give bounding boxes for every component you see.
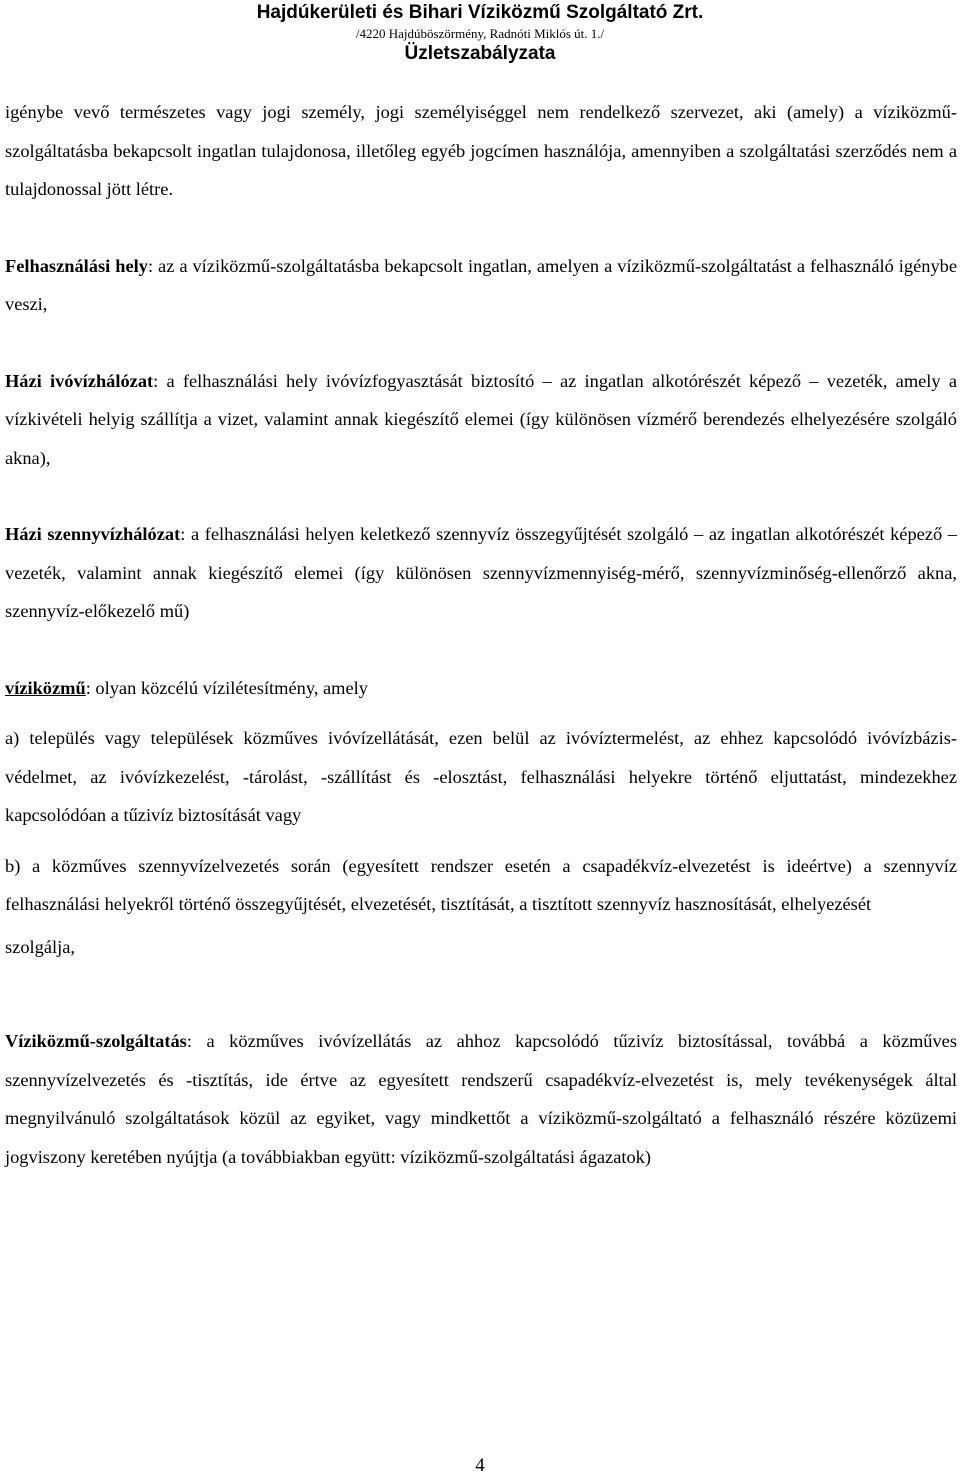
paragraph-felhasznalasi-hely	[5, 247, 957, 324]
term-vizikozmu: víziközmű	[5, 677, 86, 698]
list-item-a: a) település vagy települések közműves ivóvízellátását, ezen belül az ivóvíztermelést, az ehhez kapcsolódó ivóvízbázis-védelmet, az ivóvízkezelést, -tárolást, -szállítást és -elosztást, felhasználási helyekre történő eljuttatást, mindezekhez kapcsolódóan a tűzivíz biztosítását vagy	[5, 728, 957, 825]
definition-vizikozmu-szolgaltatas: : a közműves ivóvízellátás az ahhoz kapcsolódó tűzivíz biztosítással, továbbá a közműves szennyvízelvezetés és -tisztítás, ide értve az egyesített rendszerű csapadékvíz-elvezetést is, mely tevékenységek által megnyilvánuló szolgáltatások közül az egyiket, vagy mindkettőt a víziközmű-szolgáltató a felhasználó részére közüzemi jogviszony keretében nyújtja (a továbbiakban együtt: víziközmű-szolgáltatási ágazatok)	[5, 1031, 957, 1167]
definition-felhasznalasi-hely: : az a víziközmű-szolgáltatásba bekapcsolt ingatlan, amelyen a víziközmű-szolgáltatást a felhasználó igénybe veszi,	[5, 255, 957, 314]
term-hazi-ivovizhalozat: Házi ivóvízhálózat	[5, 370, 154, 391]
definition-hazi-ivovizhalozat: : a felhasználási hely ivóvízfogyasztását biztosító – az ingatlan alkotórészét képező – vezeték, amely a vízkivételi helyig szállítja a vizet, valamint annak kiegészítő elemei (így különösen vízmérő berendezés elhelyezésére szolgáló akna),	[5, 370, 957, 468]
definition-hazi-szennyvizhalozat: : a felhasználási helyen keletkező szennyvíz összegyűjtését szolgáló – az ingatlan alkotórészét képező – vezeték, valamint annak kiegészítő elemei (így különösen szennyvízmennyiség-mérő, szennyvízminőség-ellenőrző akna, szennyvíz-előkezelő mű)	[5, 524, 957, 621]
paragraph-szolgalja: szolgálja,	[5, 936, 75, 957]
document-body	[5, 93, 957, 1176]
company-address: /4220 Hajdúböszörmény, Radnóti Miklós út. 1./	[355, 26, 605, 41]
paragraph-vizikozmu-szolgaltatas	[5, 1022, 957, 1176]
paragraph-hazi-szennyvizhalozat	[5, 515, 957, 631]
paragraph-felhasznalo-definition: igénybe vevő természetes vagy jogi személy, jogi személyiséggel nem rendelkező szervezet, aki (amely) a víziközmű-szolgáltatásba bekapcsolt ingatlan tulajdonosa, illetőleg egyéb jogcímen használója, amennyiben a szolgáltatási szerződés nem a tulajdonossal jött létre.	[5, 102, 957, 199]
list-item-b: b) a közműves szennyvízelvezetés során (egyesített rendszer esetén a csapadékvíz-elvezetést is ideértve) a szennyvíz felhasználási helyekről történő összegyűjtését, elvezetését, tisztítását, a tisztított szennyvíz hasznosítását, elhelyezését	[5, 855, 957, 914]
paragraph-vizikozmu	[5, 669, 957, 708]
paragraph-hazi-ivovizhalozat	[5, 362, 957, 478]
term-vizikozmu-szolgaltatas: Víziközmű-szolgáltatás	[5, 1031, 187, 1051]
term-felhasznalasi-hely: Felhasználási hely	[5, 255, 148, 276]
definition-vizikozmu: : olyan közcélú vízilétesítmény, amely	[85, 677, 368, 698]
term-hazi-szennyvizhalozat: Házi szennyvízhálózat	[5, 524, 181, 544]
page-number: 4	[475, 1455, 485, 1476]
document-title: Üzletszabályzata	[404, 43, 556, 64]
company-name: Hajdúkerületi és Bihari Víziközmű Szolgáltató Zrt.	[256, 2, 704, 23]
